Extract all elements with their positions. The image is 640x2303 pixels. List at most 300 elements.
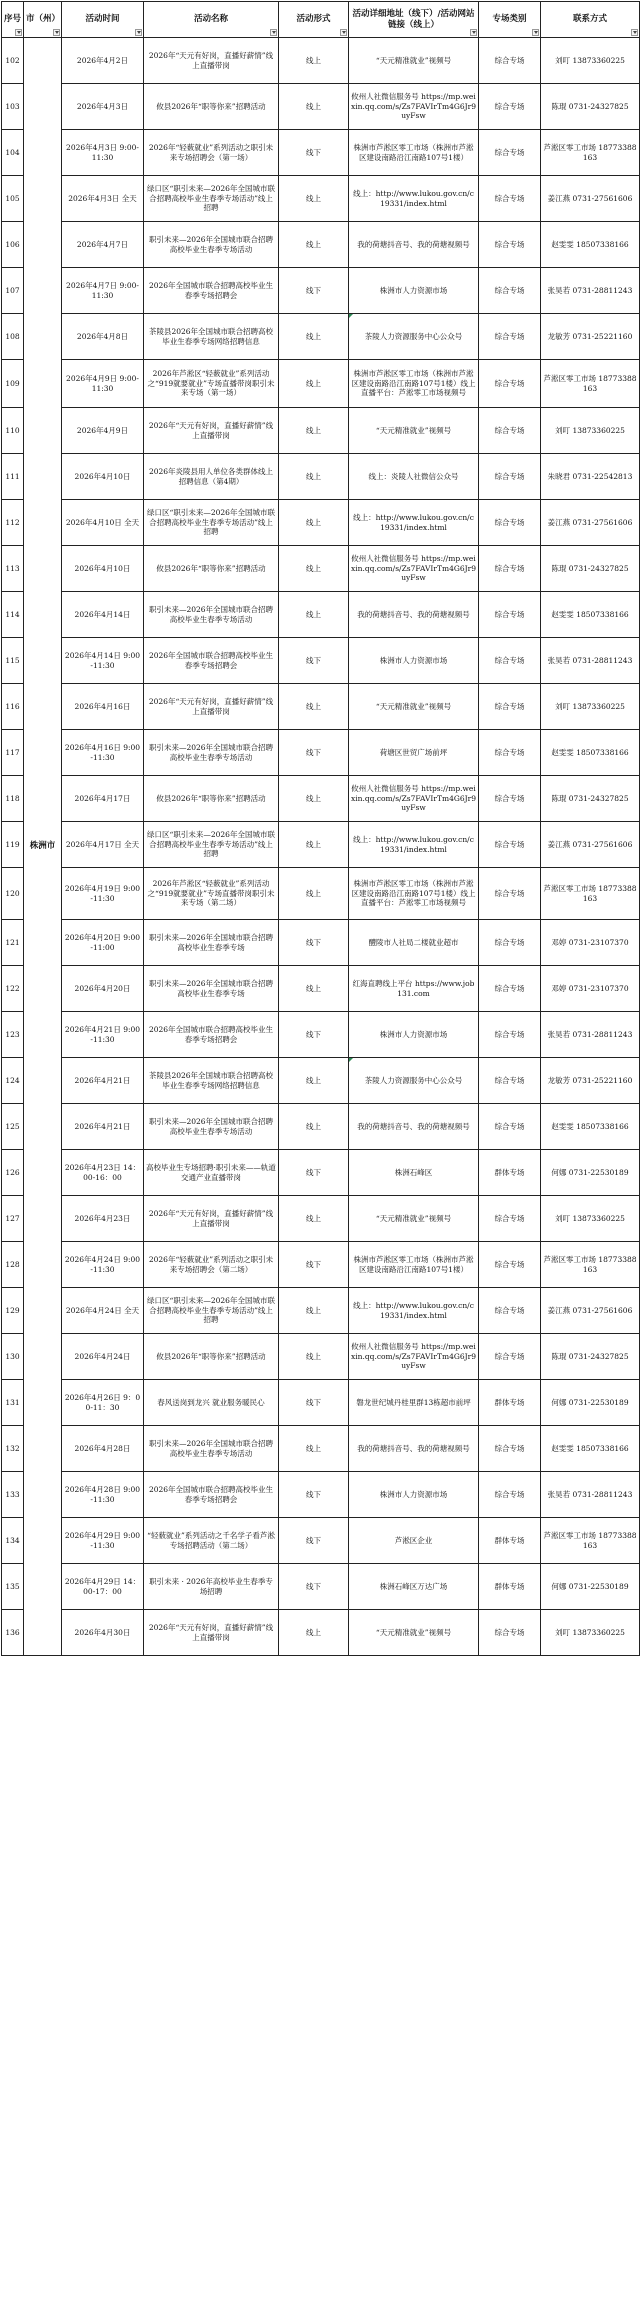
cell-form: 线上 [279, 1196, 349, 1242]
cell-type: 综合专场 [479, 684, 541, 730]
cell-addr: 线上：http://www.lukou.gov.cn/c19331/index.html [349, 176, 479, 222]
cell-type: 综合专场 [479, 638, 541, 684]
cell-contact: 姜江燕 0731-27561606 [541, 500, 640, 546]
table-row [2, 1518, 640, 1564]
cell-type: 综合专场 [479, 730, 541, 776]
cell-contact: 张昊若 0731-28811243 [541, 1472, 640, 1518]
cell-no: 103 [2, 84, 24, 130]
cell-addr [349, 1058, 479, 1104]
cell-time: 2026年4月21日 [62, 1104, 144, 1150]
table-row [2, 360, 640, 408]
table-row [2, 314, 640, 360]
cell-name: 2026年“轻薮就业”系列活动之职引未来专场招聘会（第一场） [144, 130, 279, 176]
cell-time: 2026年4月23日 14：00-16：00 [62, 1150, 144, 1196]
table-row [2, 222, 640, 268]
cell-form: 线上 [279, 176, 349, 222]
cell-form: 线上 [279, 1610, 349, 1656]
cell-time: 2026年4月21日 9:00-11:30 [62, 1012, 144, 1058]
cell-addr: 线上：http://www.lukou.gov.cn/c19331/index.html [349, 822, 479, 868]
cell-no: 125 [2, 1104, 24, 1150]
cell-type: 综合专场 [479, 1242, 541, 1288]
table-row [2, 1288, 640, 1334]
cell-no: 105 [2, 176, 24, 222]
filter-dropdown-icon[interactable] [270, 29, 277, 36]
table-row [2, 130, 640, 176]
cell-time: 2026年4月7日 9:00-11:30 [62, 268, 144, 314]
cell-type: 综合专场 [479, 84, 541, 130]
cell-no: 122 [2, 966, 24, 1012]
cell-addr: 株洲市人力资源市场 [349, 638, 479, 684]
cell-form: 线下 [279, 1380, 349, 1426]
table-row [2, 966, 640, 1012]
cell-type: 综合专场 [479, 268, 541, 314]
col-header-city: 市（州） [24, 2, 62, 38]
activity-table [1, 1, 640, 1656]
cell-form: 线上 [279, 546, 349, 592]
cell-form: 线下 [279, 730, 349, 776]
cell-no: 118 [2, 776, 24, 822]
cell-addr: 株洲市人力资源市场 [349, 268, 479, 314]
cell-form: 线下 [279, 1150, 349, 1196]
cell-contact: 刘叮 13873360225 [541, 38, 640, 84]
cell-contact: 姜江燕 0731-27561606 [541, 176, 640, 222]
cell-type: 综合专场 [479, 1196, 541, 1242]
cell-time: 2026年4月24日 [62, 1334, 144, 1380]
cell-type: 综合专场 [479, 1104, 541, 1150]
cell-addr: 攸州人社微信服务号 https://mp.weixin.qq.com/s/Zs7FAVIrTm4G6Jr9uyFsw [349, 546, 479, 592]
cell-type: 综合专场 [479, 1012, 541, 1058]
cell-name: 攸县2026年“职等你来”招聘活动 [144, 1334, 279, 1380]
table-row [2, 500, 640, 546]
cell-name: 2026年芦淞区“轻薮就业”系列活动之“919就要就业”专场直播带岗职引未来专场（第一场） [144, 360, 279, 408]
cell-addr: 株洲市人力资源市场 [349, 1472, 479, 1518]
cell-addr: 线上：炎陵人社微信公众号 [349, 454, 479, 500]
filter-dropdown-icon[interactable] [340, 29, 347, 36]
cell-type: 群体专场 [479, 1564, 541, 1610]
cell-no: 117 [2, 730, 24, 776]
cell-contact: 芦淞区零工市场 18773388163 [541, 360, 640, 408]
cell-name: 2026年“天元有好岗，直播好薪情”线上直播带岗 [144, 38, 279, 84]
cell-no: 108 [2, 314, 24, 360]
cell-form: 线上 [279, 868, 349, 920]
cell-addr: 我的荷塘抖音号、我的荷塘视频号 [349, 222, 479, 268]
cell-form: 线下 [279, 1518, 349, 1564]
cell-addr: 株洲市芦淞区零工市场（株洲市芦淞区建设南路沿江南路107号1楼） [349, 1242, 479, 1288]
cell-type: 群体专场 [479, 1518, 541, 1564]
cell-type: 综合专场 [479, 1058, 541, 1104]
cell-contact: 姜江燕 0731-27561606 [541, 1288, 640, 1334]
cell-addr: 株洲市人力资源市场 [349, 1012, 479, 1058]
cell-time: 2026年4月24日 9:00-11:30 [62, 1242, 144, 1288]
cell-type: 综合专场 [479, 500, 541, 546]
col-header-contact: 联系方式 [541, 2, 640, 38]
cell-contact: 陈琨 0731-24327825 [541, 776, 640, 822]
table-row [2, 1472, 640, 1518]
cell-time: 2026年4月20日 9:00-11:00 [62, 920, 144, 966]
cell-addr [349, 314, 479, 360]
cell-name: 2026年炎陵县用人单位各类群体线上招聘信息（第4期） [144, 454, 279, 500]
cell-time: 2026年4月10日 [62, 546, 144, 592]
cell-contact: 赵雯雯 18507338166 [541, 592, 640, 638]
cell-form: 线上 [279, 500, 349, 546]
cell-contact: 赵雯雯 18507338166 [541, 1426, 640, 1472]
table-row [2, 868, 640, 920]
cell-form: 线上 [279, 1426, 349, 1472]
cell-type: 综合专场 [479, 176, 541, 222]
cell-form: 线上 [279, 1288, 349, 1334]
cell-name: 攸县2026年“职等你来”招聘活动 [144, 776, 279, 822]
cell-no: 115 [2, 638, 24, 684]
cell-no: 128 [2, 1242, 24, 1288]
cell-addr: 攸州人社微信服务号 https://mp.weixin.qq.com/s/Zs7FAVIrTm4G6Jr9uyFsw [349, 84, 479, 130]
table-row [2, 408, 640, 454]
cell-time: 2026年4月3日 全天 [62, 176, 144, 222]
cell-time: 2026年4月17日 [62, 776, 144, 822]
cell-type: 综合专场 [479, 222, 541, 268]
cell-time: 2026年4月9日 [62, 408, 144, 454]
col-header-no: 序号 [2, 2, 24, 38]
cell-form: 线上 [279, 454, 349, 500]
filter-dropdown-icon[interactable] [135, 29, 142, 36]
table-row [2, 1196, 640, 1242]
cell-form: 线下 [279, 638, 349, 684]
cell-type: 综合专场 [479, 546, 541, 592]
cell-addr: 株洲石峰区万达广场 [349, 1564, 479, 1610]
cell-no: 132 [2, 1426, 24, 1472]
cell-addr: 我的荷塘抖音号、我的荷塘视频号 [349, 1426, 479, 1472]
cell-time: 2026年4月17日 全天 [62, 822, 144, 868]
cell-name: 2026年“天元有好岗，直播好薪情”线上直播带岗 [144, 1196, 279, 1242]
cell-time: 2026年4月3日 9:00-11:30 [62, 130, 144, 176]
cell-contact: 邓婷 0731-23107370 [541, 966, 640, 1012]
cell-type: 综合专场 [479, 454, 541, 500]
cell-no: 129 [2, 1288, 24, 1334]
cell-type: 综合专场 [479, 38, 541, 84]
cell-form: 线上 [279, 84, 349, 130]
cell-contact: 龙敏芳 0731-25221160 [541, 314, 640, 360]
cell-time: 2026年4月10日 全天 [62, 500, 144, 546]
cell-form: 线下 [279, 1472, 349, 1518]
cell-time: 2026年4月16日 [62, 684, 144, 730]
cell-contact: 陈琨 0731-24327825 [541, 84, 640, 130]
table-row [2, 592, 640, 638]
cell-name: 绿口区“职引未来—2026年全国城市联合招聘高校毕业生春季专场活动”线上招聘 [144, 500, 279, 546]
cell-contact: 刘叮 13873360225 [541, 1610, 640, 1656]
cell-name: 2026年全国城市联合招聘高校毕业生春季专场招聘会 [144, 1472, 279, 1518]
cell-name: 绿口区“职引未来—2026年全国城市联合招聘高校毕业生春季专场活动”线上招聘 [144, 1288, 279, 1334]
cell-type: 群体专场 [479, 1150, 541, 1196]
cell-type: 综合专场 [479, 1472, 541, 1518]
table-row [2, 1242, 640, 1288]
cell-addr: “天元精准就业”视频号 [349, 408, 479, 454]
cell-type: 综合专场 [479, 1334, 541, 1380]
cell-contact: 芦淞区零工市场 18773388163 [541, 130, 640, 176]
cell-name: 绿口区“职引未来—2026年全国城市联合招聘高校毕业生春季专场活动”线上招聘 [144, 176, 279, 222]
cell-name: “轻薮就业”系列活动之千名学子看芦淞专场招聘活动（第二场） [144, 1518, 279, 1564]
cell-time: 2026年4月23日 [62, 1196, 144, 1242]
cell-name: 职引未来—2026年全国城市联合招聘高校毕业生春季专场活动 [144, 592, 279, 638]
cell-time: 2026年4月8日 [62, 314, 144, 360]
cell-time: 2026年4月26日 9：00-11：30 [62, 1380, 144, 1426]
cell-type: 综合专场 [479, 1288, 541, 1334]
cell-no: 112 [2, 500, 24, 546]
cell-type: 综合专场 [479, 1610, 541, 1656]
cell-name: 2026年“天元有好岗，直播好薪情”线上直播带岗 [144, 684, 279, 730]
cell-time: 2026年4月30日 [62, 1610, 144, 1656]
cell-name: 职引未来—2026年全国城市联合招聘高校毕业生春季专场 [144, 966, 279, 1012]
cell-no: 111 [2, 454, 24, 500]
cell-time: 2026年4月21日 [62, 1058, 144, 1104]
cell-form: 线下 [279, 130, 349, 176]
cell-addr: 我的荷塘抖音号、我的荷塘视频号 [349, 592, 479, 638]
cell-form: 线上 [279, 1104, 349, 1150]
cell-addr: 荷塘区世贸广场前坪 [349, 730, 479, 776]
table-row [2, 1150, 640, 1196]
filter-dropdown-icon[interactable] [631, 29, 638, 36]
cell-form: 线下 [279, 268, 349, 314]
col-header-addr: 活动详细地址（线下）/活动网站链接（线上） [349, 2, 479, 38]
cell-form: 线下 [279, 1564, 349, 1610]
cell-time: 2026年4月2日 [62, 38, 144, 84]
cell-type: 综合专场 [479, 314, 541, 360]
table-row [2, 176, 640, 222]
cell-type: 综合专场 [479, 868, 541, 920]
cell-no: 107 [2, 268, 24, 314]
cell-contact: 赵雯雯 18507338166 [541, 730, 640, 776]
cell-time: 2026年4月7日 [62, 222, 144, 268]
cell-addr: 线上：http://www.lukou.gov.cn/c19331/index.html [349, 1288, 479, 1334]
cell-addr: “天元精准就业”视频号 [349, 38, 479, 84]
cell-no: 123 [2, 1012, 24, 1058]
cell-type: 综合专场 [479, 1426, 541, 1472]
cell-contact: 芦淞区零工市场 18773388163 [541, 1242, 640, 1288]
table-row [2, 684, 640, 730]
cell-name: 职引未来—2026年全国城市联合招聘高校毕业生春季专场活动 [144, 730, 279, 776]
comment-marker-icon [349, 314, 353, 318]
cell-time: 2026年4月10日 [62, 454, 144, 500]
cell-contact: 何娜 0731-22530189 [541, 1150, 640, 1196]
cell-no: 104 [2, 130, 24, 176]
cell-name: 高校毕业生专场招聘·职引未来——轨道交通产业直播带岗 [144, 1150, 279, 1196]
col-header-name: 活动名称 [144, 2, 279, 38]
cell-name: 2026年“轻薮就业”系列活动之职引未来专场招聘会（第二场） [144, 1242, 279, 1288]
cell-type: 群体专场 [479, 1380, 541, 1426]
col-header-type: 专场类别 [479, 2, 541, 38]
table-row [2, 84, 640, 130]
cell-contact: 芦淞区零工市场 18773388163 [541, 1518, 640, 1564]
cell-contact: 邓婷 0731-23107370 [541, 920, 640, 966]
cell-addr: “天元精准就业”视频号 [349, 1196, 479, 1242]
cell-no: 134 [2, 1518, 24, 1564]
cell-addr: 株洲市芦淞区零工市场（株洲市芦淞区建设南路沿江南路107号1楼）线上直播平台：芦淞零工市场视频号 [349, 360, 479, 408]
filter-dropdown-icon[interactable] [15, 29, 22, 36]
cell-time: 2026年4月19日 9:00-11:30 [62, 868, 144, 920]
cell-form: 线上 [279, 314, 349, 360]
col-header-time: 活动时间 [62, 2, 144, 38]
cell-name: 茶陵县2026年全国城市联合招聘高校毕业生春季专场网络招聘信息 [144, 1058, 279, 1104]
cell-name: 2026年全国城市联合招聘高校毕业生春季专场招聘会 [144, 638, 279, 684]
cell-contact: 陈琨 0731-24327825 [541, 546, 640, 592]
cell-name: 绿口区“职引未来—2026年全国城市联合招聘高校毕业生春季专场活动”线上招聘 [144, 822, 279, 868]
cell-addr: 株洲石峰区 [349, 1150, 479, 1196]
cell-name: 攸县2026年“职等你来”招聘活动 [144, 84, 279, 130]
cell-type: 综合专场 [479, 776, 541, 822]
cell-contact: 龙敏芳 0731-25221160 [541, 1058, 640, 1104]
cell-form: 线上 [279, 1334, 349, 1380]
cell-contact: 赵雯雯 18507338166 [541, 222, 640, 268]
cell-contact: 芦淞区零工市场 18773388163 [541, 868, 640, 920]
table-row [2, 920, 640, 966]
cell-no: 126 [2, 1150, 24, 1196]
cell-no: 119 [2, 822, 24, 868]
cell-addr: 线上：http://www.lukou.gov.cn/c19331/index.html [349, 500, 479, 546]
cell-time: 2026年4月28日 [62, 1426, 144, 1472]
comment-marker-icon [349, 1058, 353, 1062]
table-row [2, 1564, 640, 1610]
cell-city: 株洲市 [24, 38, 62, 1656]
cell-no: 127 [2, 1196, 24, 1242]
cell-name: 职引未来—2026年全国城市联合招聘高校毕业生春季专场活动 [144, 222, 279, 268]
table-row [2, 1380, 640, 1426]
cell-form: 线上 [279, 222, 349, 268]
cell-type: 综合专场 [479, 408, 541, 454]
cell-name: 职引未来—2026年全国城市联合招聘高校毕业生春季专场活动 [144, 1104, 279, 1150]
cell-no: 120 [2, 868, 24, 920]
cell-no: 124 [2, 1058, 24, 1104]
cell-form: 线上 [279, 966, 349, 1012]
table-row [2, 1104, 640, 1150]
cell-contact: 何娜 0731-22530189 [541, 1380, 640, 1426]
cell-no: 136 [2, 1610, 24, 1656]
cell-no: 121 [2, 920, 24, 966]
cell-no: 130 [2, 1334, 24, 1380]
cell-form: 线上 [279, 684, 349, 730]
table-row [2, 776, 640, 822]
cell-time: 2026年4月3日 [62, 84, 144, 130]
cell-form: 线上 [279, 360, 349, 408]
cell-type: 综合专场 [479, 130, 541, 176]
table-row [2, 1012, 640, 1058]
header-row [2, 2, 640, 38]
table-row [2, 268, 640, 314]
filter-dropdown-icon[interactable] [470, 29, 477, 36]
cell-contact: 姜江燕 0731-27561606 [541, 822, 640, 868]
cell-name: 2026年全国城市联合招聘高校毕业生春季专场招聘会 [144, 1012, 279, 1058]
table-row [2, 546, 640, 592]
cell-form: 线下 [279, 1242, 349, 1288]
cell-time: 2026年4月29日 9:00-11:30 [62, 1518, 144, 1564]
cell-addr: “天元精准就业”视频号 [349, 1610, 479, 1656]
cell-form: 线上 [279, 592, 349, 638]
cell-contact: 赵雯雯 18507338166 [541, 1104, 640, 1150]
cell-form: 线上 [279, 408, 349, 454]
cell-contact: 张昊若 0731-28811243 [541, 268, 640, 314]
cell-no: 102 [2, 38, 24, 84]
cell-no: 131 [2, 1380, 24, 1426]
cell-name: 茶陵县2026年全国城市联合招聘高校毕业生春季专场网络招聘信息 [144, 314, 279, 360]
cell-addr: 株洲市芦淞区零工市场（株洲市芦淞区建设南路沿江南路107号1楼） [349, 130, 479, 176]
cell-contact: 刘叮 13873360225 [541, 408, 640, 454]
cell-no: 116 [2, 684, 24, 730]
table-row [2, 638, 640, 684]
cell-name: 2026年芦淞区“轻薮就业”系列活动之“919就要就业”专场直播带岗职引未来专场（第二场） [144, 868, 279, 920]
filter-dropdown-icon[interactable] [532, 29, 539, 36]
cell-form: 线下 [279, 920, 349, 966]
cell-contact: 张昊若 0731-28811243 [541, 1012, 640, 1058]
cell-contact: 何娜 0731-22530189 [541, 1564, 640, 1610]
cell-no: 113 [2, 546, 24, 592]
cell-no: 109 [2, 360, 24, 408]
cell-addr: 醴陵市人社局二楼就业超市 [349, 920, 479, 966]
table-row [2, 1610, 640, 1656]
cell-name: 2026年“天元有好岗，直播好薪情”线上直播带岗 [144, 1610, 279, 1656]
table-row [2, 1058, 640, 1104]
cell-type: 综合专场 [479, 920, 541, 966]
cell-type: 综合专场 [479, 360, 541, 408]
cell-no: 135 [2, 1564, 24, 1610]
cell-name: 攸县2026年“职等你来”招聘活动 [144, 546, 279, 592]
cell-name: 2026年“天元有好岗，直播好薪情”线上直播带岗 [144, 408, 279, 454]
cell-addr: 我的荷塘抖音号、我的荷塘视频号 [349, 1104, 479, 1150]
cell-time: 2026年4月29日 14：00-17：00 [62, 1564, 144, 1610]
cell-text: 茶陵人力资源服务中心公众号 [364, 331, 463, 341]
cell-time: 2026年4月28日 9:00-11:30 [62, 1472, 144, 1518]
cell-addr: “天元精准就业”视频号 [349, 684, 479, 730]
cell-time: 2026年4月9日 9:00-11:30 [62, 360, 144, 408]
table-row [2, 38, 640, 84]
cell-form: 线下 [279, 1012, 349, 1058]
cell-name: 职引未来 · 2026年高校毕业生春季专场招聘 [144, 1564, 279, 1610]
cell-addr: 攸州人社微信服务号 https://mp.weixin.qq.com/s/Zs7FAVIrTm4G6Jr9uyFsw [349, 1334, 479, 1380]
cell-time: 2026年4月24日 全天 [62, 1288, 144, 1334]
cell-time: 2026年4月20日 [62, 966, 144, 1012]
cell-type: 综合专场 [479, 822, 541, 868]
cell-addr: 磐龙世纪城丹桂里群13栋超市前坪 [349, 1380, 479, 1426]
cell-name: 春风送岗到龙兴 就业服务暖民心 [144, 1380, 279, 1426]
cell-time: 2026年4月16日 9:00-11:30 [62, 730, 144, 776]
cell-type: 综合专场 [479, 592, 541, 638]
cell-addr: 芦淞区企业 [349, 1518, 479, 1564]
cell-form: 线上 [279, 822, 349, 868]
table-row [2, 1426, 640, 1472]
cell-form: 线上 [279, 1058, 349, 1104]
filter-dropdown-icon[interactable] [53, 29, 60, 36]
cell-time: 2026年4月14日 [62, 592, 144, 638]
cell-text: 茶陵人力资源服务中心公众号 [364, 1075, 463, 1085]
table-row [2, 822, 640, 868]
cell-addr: 红海直聘线上平台 https://www.job131.com [349, 966, 479, 1012]
cell-contact: 刘叮 13873360225 [541, 1196, 640, 1242]
cell-form: 线上 [279, 38, 349, 84]
cell-contact: 陈琨 0731-24327825 [541, 1334, 640, 1380]
cell-form: 线上 [279, 776, 349, 822]
table-row [2, 730, 640, 776]
cell-contact: 朱晓君 0731-22542813 [541, 454, 640, 500]
table-row [2, 1334, 640, 1380]
cell-type: 综合专场 [479, 966, 541, 1012]
cell-name: 职引未来—2026年全国城市联合招聘高校毕业生春季专场活动 [144, 1426, 279, 1472]
cell-name: 2026年全国城市联合招聘高校毕业生春季专场招聘会 [144, 268, 279, 314]
col-header-form: 活动形式 [279, 2, 349, 38]
cell-contact: 张昊若 0731-28811243 [541, 638, 640, 684]
cell-name: 职引未来—2026年全国城市联合招聘高校毕业生春季专场 [144, 920, 279, 966]
cell-addr: 株洲市芦淞区零工市场（株洲市芦淞区建设南路沿江南路107号1楼）线上直播平台：芦淞零工市场视频号 [349, 868, 479, 920]
table-row [2, 454, 640, 500]
cell-no: 106 [2, 222, 24, 268]
cell-no: 110 [2, 408, 24, 454]
cell-contact: 刘叮 13873360225 [541, 684, 640, 730]
cell-addr: 攸州人社微信服务号 https://mp.weixin.qq.com/s/Zs7FAVIrTm4G6Jr9uyFsw [349, 776, 479, 822]
